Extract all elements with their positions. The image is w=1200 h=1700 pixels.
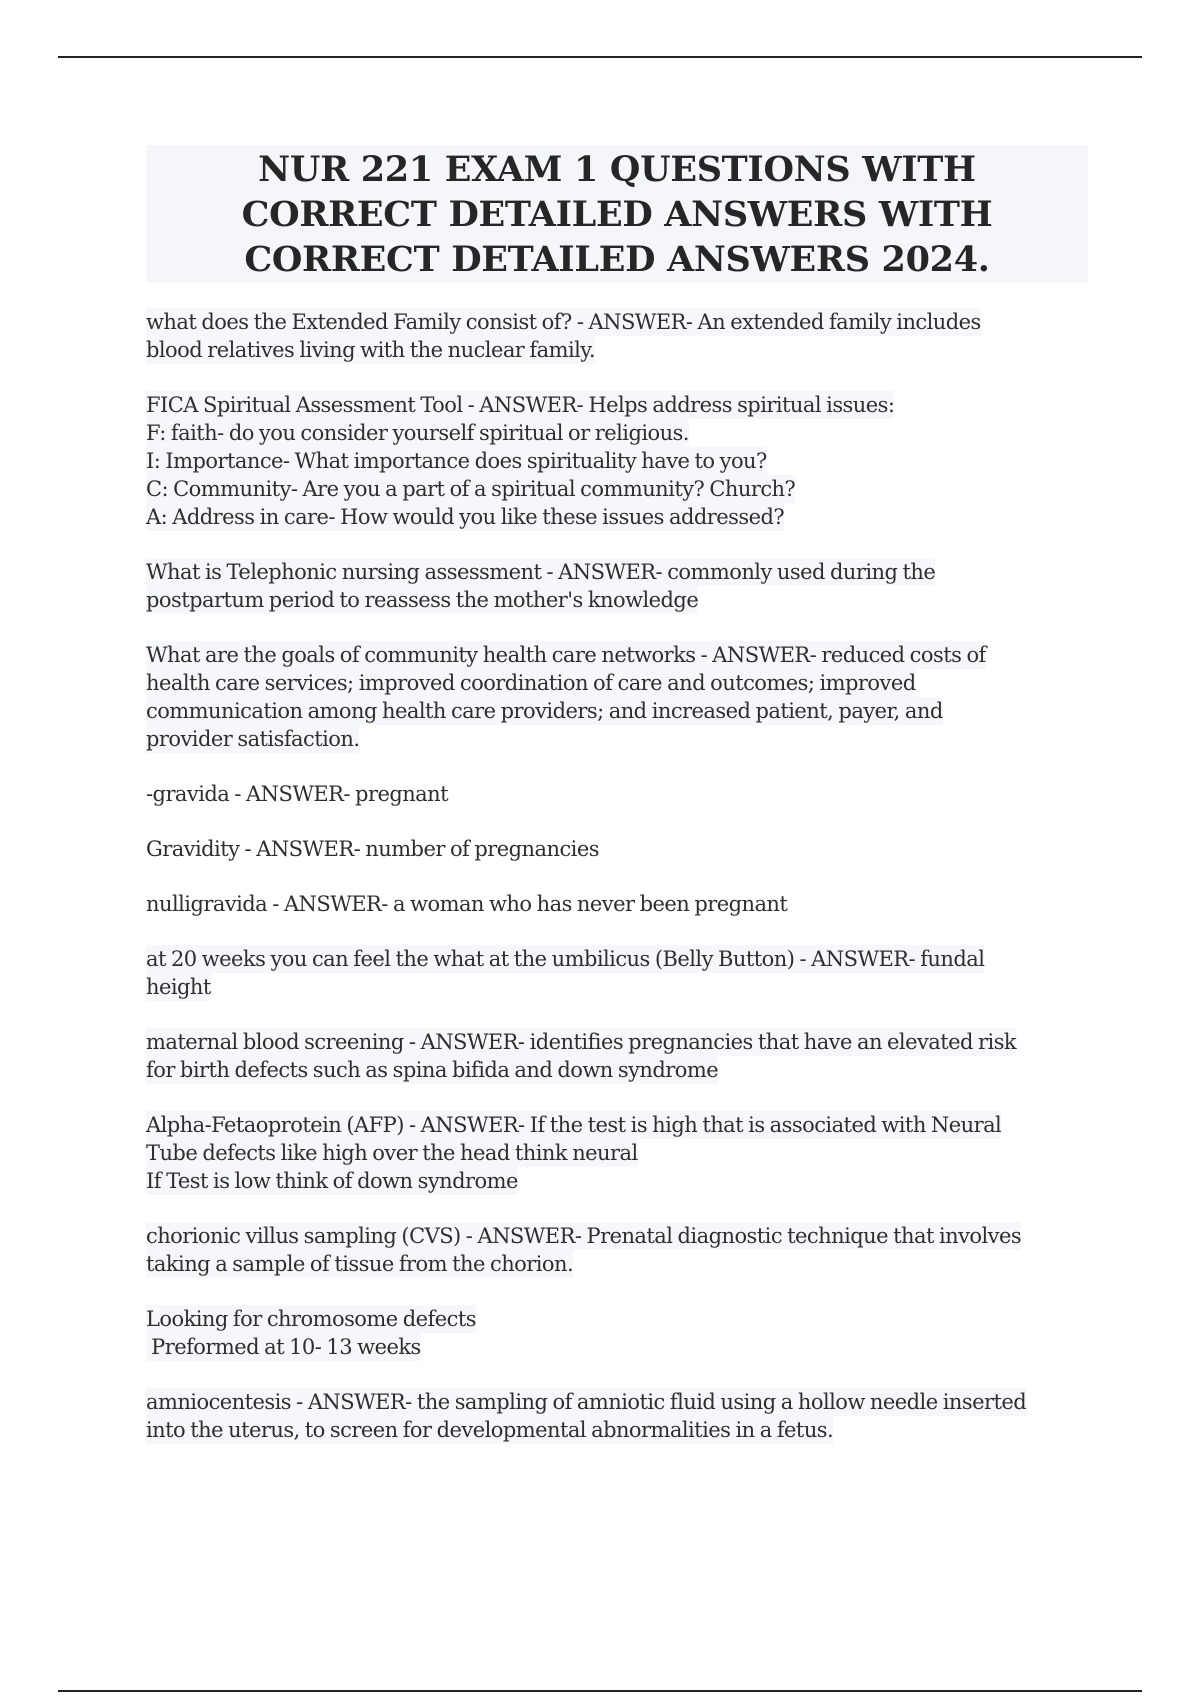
- title-banner: [146, 145, 1088, 283]
- entry-line: into the uterus, to screen for developmental abnormalities in a fetus.: [146, 1418, 834, 1442]
- entry-line: postpartum period to reassess the mother's knowledge: [146, 588, 699, 612]
- entry-line: maternal blood screening - ANSWER- identifies pregnancies that have an elevated risk: [146, 1030, 1017, 1054]
- entry-line: for birth defects such as spina bifida and down syndrome: [146, 1058, 719, 1082]
- qa-entry: [146, 558, 1096, 614]
- entry-line: nulligravida - ANSWER- a woman who has never been pregnant: [146, 892, 788, 916]
- qa-entry: [146, 1222, 1096, 1278]
- entry-line: communication among health care providers; and increased patient, payer, and: [146, 699, 943, 723]
- entry-line: What are the goals of community health care networks - ANSWER- reduced costs of: [146, 643, 986, 667]
- entry-line: height: [146, 975, 211, 999]
- qa-entry: [146, 1111, 1096, 1195]
- entry-line: amniocentesis - ANSWER- the sampling of amniotic fluid using a hollow needle inserted: [146, 1390, 1027, 1414]
- entry-line: A: Address in care- How would you like these issues addressed?: [146, 505, 785, 529]
- entry-line: -gravida - ANSWER- pregnant: [146, 782, 449, 806]
- entry-line: taking a sample of tissue from the chorion.: [146, 1252, 574, 1276]
- qa-list: [146, 308, 1096, 1471]
- entry-line: health care services; improved coordination of care and outcomes; improved: [146, 671, 916, 695]
- entry-line: If Test is low think of down syndrome: [146, 1169, 518, 1193]
- entry-line: FICA Spiritual Assessment Tool - ANSWER- Helps address spiritual issues:: [146, 393, 895, 417]
- entry-line: Looking for chromosome defects: [146, 1307, 476, 1331]
- entry-line: Gravidity - ANSWER- number of pregnancies: [146, 837, 599, 861]
- title-line: NUR 221 EXAM 1 QUESTIONS WITH: [258, 148, 976, 190]
- entry-line: chorionic villus sampling (CVS) - ANSWER- Prenatal diagnostic technique that involves: [146, 1224, 1022, 1248]
- entry-line: F: faith- do you consider yourself spiritual or religious.: [146, 421, 689, 445]
- title-line: CORRECT DETAILED ANSWERS 2024.: [244, 238, 990, 280]
- entry-line: provider satisfaction.: [146, 727, 360, 751]
- qa-entry: [146, 890, 1096, 918]
- entry-line: I: Importance- What importance does spirituality have to you?: [146, 449, 767, 473]
- bottom-rule: [58, 1690, 1142, 1692]
- page-title: [242, 147, 993, 282]
- qa-entry: [146, 1388, 1096, 1444]
- qa-entry: [146, 1305, 1096, 1361]
- entry-line: What is Telephonic nursing assessment - ANSWER- commonly used during the: [146, 560, 936, 584]
- entry-line: Preformed at 10- 13 weeks: [146, 1335, 421, 1359]
- qa-entry: [146, 945, 1096, 1001]
- entry-line: what does the Extended Family consist of? - ANSWER- An extended family includes: [146, 310, 981, 334]
- qa-entry: [146, 780, 1096, 808]
- entry-line: at 20 weeks you can feel the what at the umbilicus (Belly Button) - ANSWER- fundal: [146, 947, 985, 971]
- qa-entry: [146, 641, 1096, 753]
- title-line: CORRECT DETAILED ANSWERS WITH: [241, 193, 993, 235]
- qa-entry: [146, 1028, 1096, 1084]
- entry-line: C: Community- Are you a part of a spiritual community? Church?: [146, 477, 796, 501]
- entry-line: blood relatives living with the nuclear family.: [146, 338, 595, 362]
- qa-entry: [146, 835, 1096, 863]
- qa-entry: [146, 308, 1096, 364]
- entry-line: Tube defects like high over the head think neural: [146, 1141, 638, 1165]
- top-rule: [58, 56, 1142, 58]
- qa-entry: [146, 391, 1096, 531]
- entry-line: Alpha-Fetaoprotein (AFP) - ANSWER- If the test is high that is associated with Neural: [146, 1113, 1002, 1137]
